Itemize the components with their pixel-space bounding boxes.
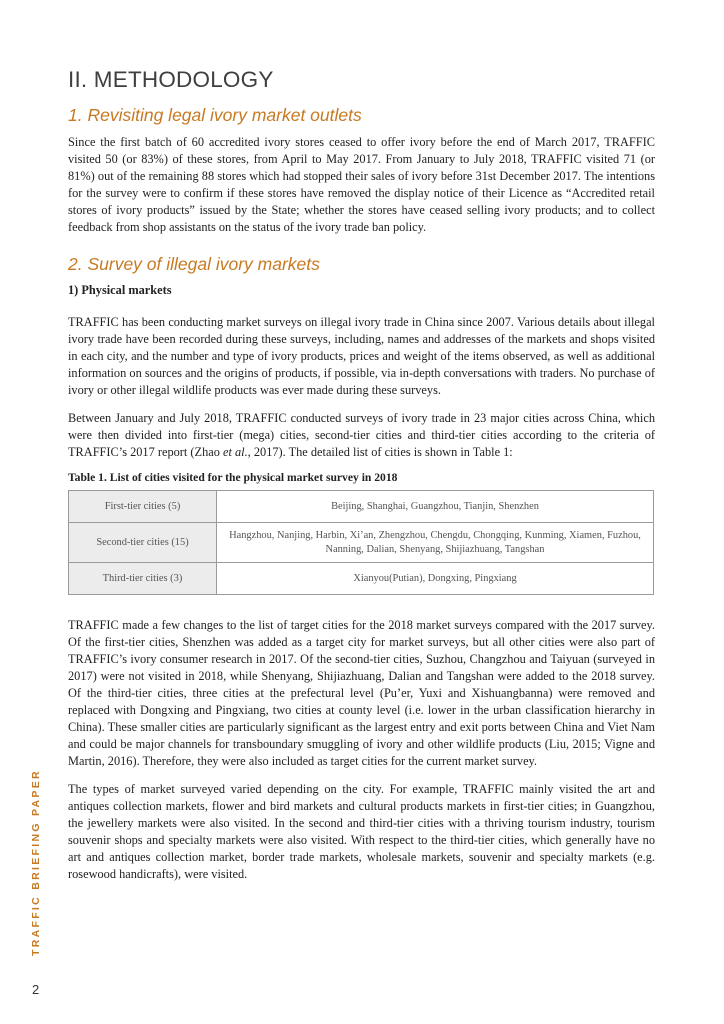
- cities-cell: Hangzhou, Nanjing, Harbin, Xi’an, Zhengzhou, Chengdu, Chongqing, Kunming, Xiamen, Fuzhou, Nanning, Dalian, Shenyang, Shijiazhuang, Tangshan: [217, 523, 654, 563]
- page-number: 2: [32, 982, 40, 997]
- page-content: [68, 66, 655, 883]
- cities-cell: Xianyou(Putian), Dongxing, Pingxiang: [217, 563, 654, 595]
- table-row-third-tier: [69, 563, 654, 595]
- section-2-paragraph-2: [68, 410, 655, 461]
- tier-cell: First-tier cities (5): [69, 491, 217, 523]
- paragraph-2-text-end: , 2017). The detailed list of cities is shown in Table 1:: [247, 445, 513, 459]
- briefing-paper-sidebar-label: TRAFFIC BRIEFING PAPER: [30, 769, 42, 956]
- physical-markets-subheading: 1) Physical markets: [68, 283, 172, 297]
- section-1-paragraph: Since the first batch of 60 accredited ivory stores ceased to offer ivory before the end of March 2017, TRAFFIC visited 50 (or 83%) of these stores, from April to May 2017. From January to July 2018, TRAFFIC visited 71 (or 81%) out of the remaining 88 stores which had stopped their sales of ivory before 31st December 2017. The intentions for the survey were to confirm if these stores have removed the display notice of their Licence as “Accredited retail stores of ivory products” issued by the State; whether the stores have ceased selling ivory products; and to collect feedback from shop assistants on the status of the ivory trade ban policy.: [68, 135, 655, 234]
- section-1-title: 1. Revisiting legal ivory market outlets: [68, 105, 362, 125]
- methodology-heading: II. METHODOLOGY: [68, 67, 274, 92]
- paragraph-2-text-start: Between January and July 2018, TRAFFIC conducted surveys of ivory trade in 23 major cities across China, which were then divided into first-tier (mega) cities, second-tier cities and third-tier cities according to the criteria of TRAFFIC’s 2017 report (Zhao: [68, 411, 655, 459]
- table-caption: Table 1. List of cities visited for the physical market survey in 2018: [68, 471, 398, 484]
- tier-cell: Third-tier cities (3): [69, 563, 217, 595]
- cities-table: [68, 490, 654, 595]
- table-row-first-tier: [69, 491, 654, 523]
- section-2-title: 2. Survey of illegal ivory markets: [68, 254, 320, 274]
- table-row-second-tier: [69, 523, 654, 563]
- section-2-paragraph-1: TRAFFIC has been conducting market surveys on illegal ivory trade in China since 2007. Various details about illegal ivory trade have been recorded during these surveys, including, names and addresses of the markets and shops visited in each city, and the number and type of ivory products, prices and weight of the items observed, as well as additional information on sources and the origins of products, if possible, via in-depth conversations with traders. No purchase of ivory or other illegal wildlife products was ever made during these surveys.: [68, 315, 655, 397]
- cities-cell: Beijing, Shanghai, Guangzhou, Tianjin, Shenzhen: [217, 491, 654, 523]
- tier-cell: Second-tier cities (15): [69, 523, 217, 563]
- paragraph-2-et-al: et al.: [222, 445, 248, 459]
- section-2-paragraph-3: TRAFFIC made a few changes to the list of target cities for the 2018 market surveys compared with the 2017 survey. Of the first-tier cities, Shenzhen was added as a target city for market surveys, but all other cities were also part of TRAFFIC’s ivory consumer research in 2017. Of the second-tier cities, Suzhou, Changzhou and Taiyuan (surveyed in 2017) were not visited in 2018, while Shenyang, Shijiazhuang, Dalian and Tangshan were added to the 2018 survey. Of the third-tier cities, three cities at the prefectural level (Pu’er, Yuxi and Xishuangbanna) were removed and replaced with Dongxing and Pingxiang, two cities at county level (i.e. lower in the urban classification hierarchy in China). These smaller cities are particularly significant as the largest entry and exit ports between China and Viet Nam and could be major channels for transboundary smuggling of ivory and other wildlife products (Liu, 2015; Vigne and Martin, 2016). Therefore, they were also included as target cities for the current market survey.: [68, 618, 655, 768]
- section-2-paragraph-4: The types of market surveyed varied depending on the city. For example, TRAFFIC mainly visited the art and antiques collection markets, flower and bird markets and cultural products markets in first-tier cities; in Guangzhou, the jewellery markets were also visited. In the second and third-tier cities with a thriving tourism industry, tourism souvenir shops and specialty markets were also visited. With respect to the third-tier cities, which generally have no art and antiques collection market, border trade markets, wholesale markets, souvenir and specialty markets (e.g. rosewood handicrafts), were visited.: [68, 782, 655, 881]
